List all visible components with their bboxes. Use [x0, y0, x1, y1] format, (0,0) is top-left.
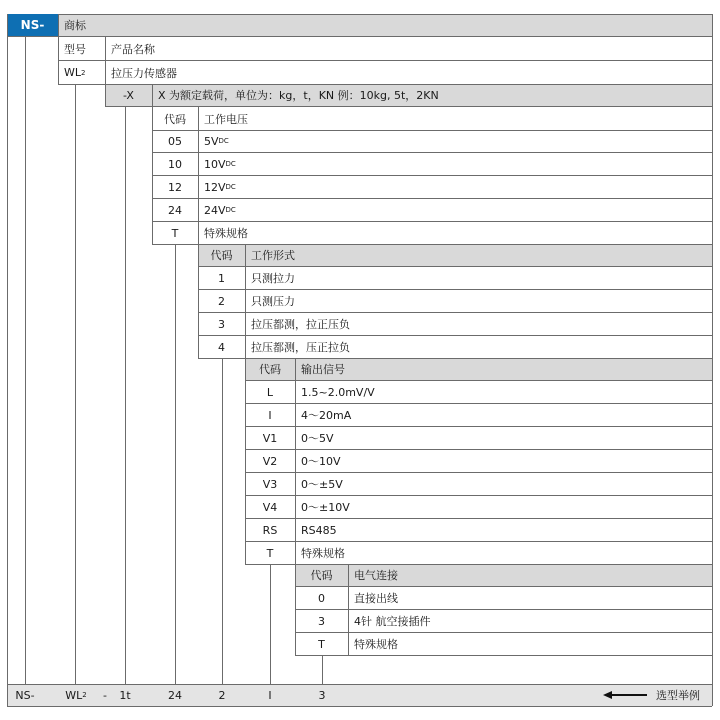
voltage-code: T — [171, 226, 179, 240]
voltage-value: 12V DC — [204, 180, 236, 194]
mode-header-title: 工作形式 — [251, 249, 295, 262]
connection-header-title: 电气连接 — [354, 569, 398, 582]
signal-value: 1.5~2.0mV/V — [301, 385, 375, 399]
connection-header-code: 代码 — [310, 569, 333, 582]
voltage-code: 12 — [168, 180, 182, 194]
connection-value: 4针 航空接插件 — [354, 615, 431, 628]
signal-code: T — [266, 546, 274, 560]
voltage-value: 24V DC — [204, 203, 236, 217]
brand-label: NS- — [7, 14, 58, 36]
example-label: 选型举例 — [656, 689, 700, 702]
header-band-trademark — [58, 14, 712, 36]
mode-code: 2 — [218, 294, 225, 308]
signal-value: 0～5V — [301, 432, 334, 445]
product-name-value: 拉压力传感器 — [111, 66, 177, 80]
signal-value: 4～20mA — [301, 409, 352, 422]
example-part-brand: NS- — [15, 688, 35, 702]
example-part-capacity: 1t — [119, 688, 131, 702]
example-part-voltage: 24 — [168, 688, 182, 702]
arrow-left-icon — [603, 684, 647, 706]
table-line — [322, 655, 323, 684]
connection-value: 特殊规格 — [354, 638, 398, 651]
signal-value: 0～±10V — [301, 501, 350, 514]
signal-code: V2 — [262, 454, 278, 468]
signal-code: V1 — [262, 431, 278, 445]
table-line — [152, 130, 712, 131]
signal-value: 特殊规格 — [301, 547, 345, 560]
table-line — [295, 655, 712, 656]
signal-code: I — [268, 408, 272, 422]
table-line — [75, 84, 76, 684]
mode-value: 只测压力 — [251, 295, 295, 308]
mode-value: 拉压都测，压正拉负 — [251, 341, 350, 354]
voltage-code: 05 — [168, 134, 182, 148]
voltage-value: 10V DC — [204, 157, 236, 171]
connection-value: 直接出线 — [354, 592, 398, 605]
table-line — [152, 152, 712, 153]
model-value: WL 2 — [64, 66, 86, 79]
signal-code: RS — [262, 523, 278, 537]
voltage-value: 5V DC — [204, 134, 229, 148]
model-label: 型号 — [64, 42, 86, 56]
table-line — [222, 358, 223, 684]
mode-header-code: 代码 — [210, 249, 233, 262]
example-part-model: WL 2 — [65, 688, 87, 702]
table-line — [152, 198, 712, 199]
signal-code: V4 — [262, 500, 278, 514]
voltage-header-code: 代码 — [164, 112, 186, 126]
mode-code: 3 — [218, 317, 225, 331]
connection-code: 0 — [318, 591, 325, 605]
mode-value: 拉压都测，拉正压负 — [251, 318, 350, 331]
table-line — [175, 244, 176, 684]
connection-code: T — [318, 637, 325, 651]
table-line — [125, 106, 126, 684]
voltage-header-title: 工作电压 — [204, 112, 248, 126]
signal-value: RS485 — [301, 523, 337, 537]
table-line — [7, 706, 712, 707]
capacity-code: -X — [123, 88, 134, 102]
capacity-desc: X 为额定载荷，单位为：kg，t，KN 例：10kg, 5t，2KN — [158, 89, 439, 102]
example-part-dash: - — [103, 688, 107, 702]
example-part-signal: I — [268, 688, 272, 702]
voltage-code: 10 — [168, 157, 182, 171]
trademark-label: 商标 — [64, 19, 86, 32]
table-line — [7, 14, 8, 706]
signal-code: V3 — [262, 477, 278, 491]
signal-code: L — [266, 385, 274, 399]
example-part-mode: 2 — [218, 688, 226, 702]
connection-code: 3 — [318, 614, 325, 628]
table-line — [152, 175, 712, 176]
signal-value: 0～±5V — [301, 478, 343, 491]
table-line — [25, 36, 26, 684]
signal-header-code: 代码 — [259, 363, 281, 376]
mode-code: 4 — [218, 340, 225, 354]
table-line — [58, 14, 712, 15]
signal-header-title: 输出信号 — [301, 363, 345, 376]
example-part-connection: 3 — [318, 688, 326, 702]
voltage-code: 24 — [168, 203, 182, 217]
table-line — [712, 14, 713, 706]
table-line — [270, 564, 271, 684]
signal-value: 0～10V — [301, 455, 341, 468]
product-name-label: 产品名称 — [111, 42, 155, 56]
mode-value: 只测拉力 — [251, 272, 295, 285]
voltage-value: 特殊规格 — [204, 227, 248, 240]
mode-code: 1 — [218, 271, 225, 285]
